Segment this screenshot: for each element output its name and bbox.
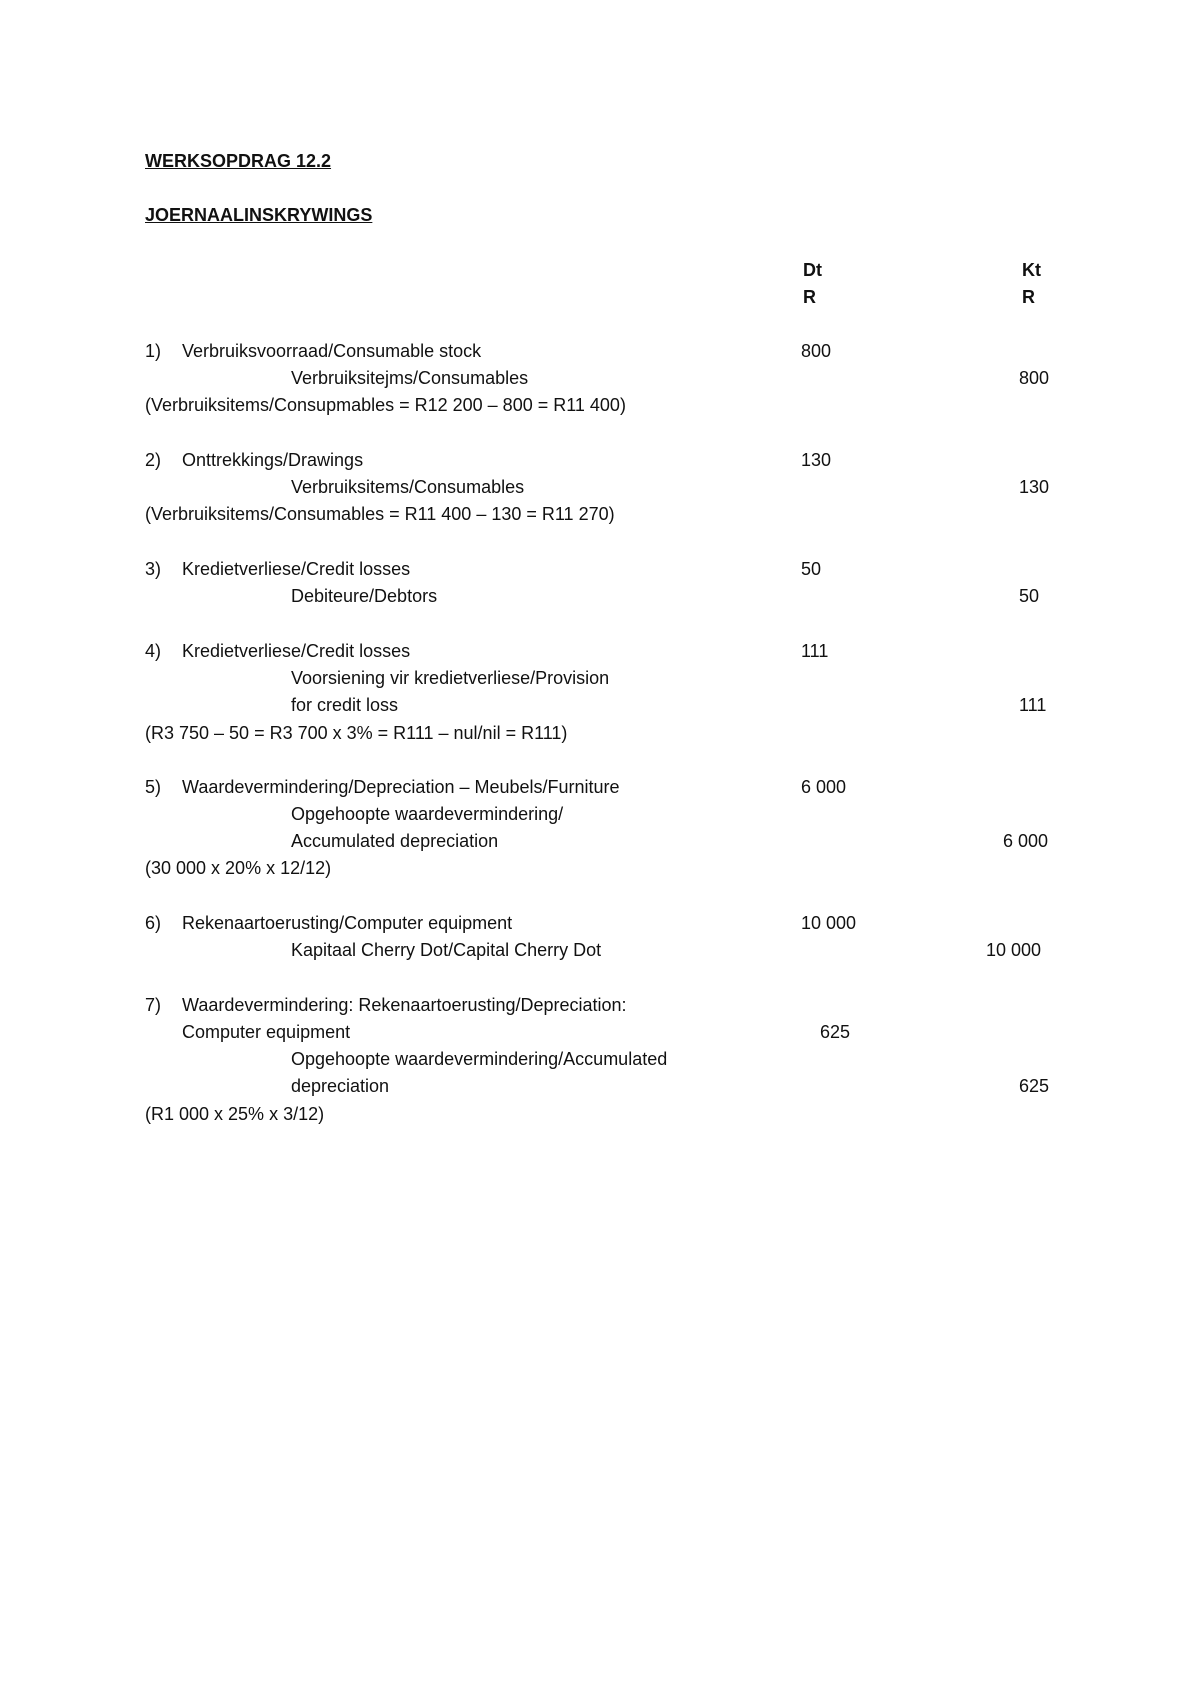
debit-account: Onttrekkings/Drawings <box>182 450 364 470</box>
debit-amount: 111 <box>801 641 829 661</box>
entry-note: (R1 000 x 25% x 3/12) <box>145 1104 325 1124</box>
credit-account: Voorsiening vir kredietverliese/Provision <box>291 668 610 688</box>
document-subtitle: JOERNAALINSKRYWINGS <box>145 205 373 225</box>
credit-amount: 50 <box>1019 586 1040 606</box>
credit-account: Debiteure/Debtors <box>291 586 438 606</box>
entry-number: 3) <box>145 559 162 579</box>
credit-account: Opgehoopte waardevermindering/Accumulated <box>291 1049 668 1069</box>
entry-note: (Verbruiksitems/Consumables = R11 400 – 130 = R11 270) <box>145 504 615 524</box>
debit-account: Waardevermindering/Depreciation – Meubels/Furniture <box>182 777 620 797</box>
debit-amount: 6 000 <box>801 777 847 797</box>
debit-account: Kredietverliese/Credit losses <box>182 559 411 579</box>
debit-account: Waardevermindering: Rekenaartoerusting/Depreciation: <box>182 995 627 1015</box>
entry-number: 7) <box>145 995 162 1015</box>
credit-amount: 6 000 <box>1003 831 1049 851</box>
entry-note: (30 000 x 20% x 12/12) <box>145 858 332 878</box>
entry-number: 5) <box>145 777 162 797</box>
entry-number: 1) <box>145 341 162 361</box>
column-header-credit: Kt <box>1022 260 1041 280</box>
credit-amount: 800 <box>1019 368 1050 388</box>
credit-account: Accumulated depreciation <box>291 831 499 851</box>
debit-account: Computer equipment <box>182 1022 351 1042</box>
document-title: WERKSOPDRAG 12.2 <box>145 151 332 171</box>
debit-amount: 130 <box>801 450 832 470</box>
entry-number: 2) <box>145 450 162 470</box>
credit-amount: 10 000 <box>986 940 1042 960</box>
entry-note: (R3 750 – 50 = R3 700 x 3% = R111 – nul/nil = R111) <box>145 723 568 743</box>
credit-account: Opgehoopte waardevermindering/ <box>291 804 564 824</box>
column-header-debit: Dt <box>803 260 822 280</box>
credit-amount: 625 <box>1019 1076 1050 1096</box>
debit-amount: 50 <box>801 559 822 579</box>
credit-account: depreciation <box>291 1076 390 1096</box>
column-unit-debit: R <box>803 287 816 307</box>
credit-account: Verbruiksitems/Consumables <box>291 477 525 497</box>
debit-amount: 625 <box>820 1022 851 1042</box>
credit-account: Kapitaal Cherry Dot/Capital Cherry Dot <box>291 940 602 960</box>
debit-account: Kredietverliese/Credit losses <box>182 641 411 661</box>
credit-amount: 130 <box>1019 477 1050 497</box>
entry-note: (Verbruiksitems/Consupmables = R12 200 – 800 = R11 400) <box>145 395 626 415</box>
debit-account: Verbruiksvoorraad/Consumable stock <box>182 341 482 361</box>
entry-number: 4) <box>145 641 162 661</box>
credit-account: for credit loss <box>291 695 399 715</box>
debit-amount: 800 <box>801 341 832 361</box>
column-unit-credit: R <box>1022 287 1035 307</box>
credit-amount: 111 <box>1019 695 1047 715</box>
debit-amount: 10 000 <box>801 913 857 933</box>
credit-account: Verbruiksitejms/Consumables <box>291 368 529 388</box>
entry-number: 6) <box>145 913 162 933</box>
debit-account: Rekenaartoerusting/Computer equipment <box>182 913 513 933</box>
